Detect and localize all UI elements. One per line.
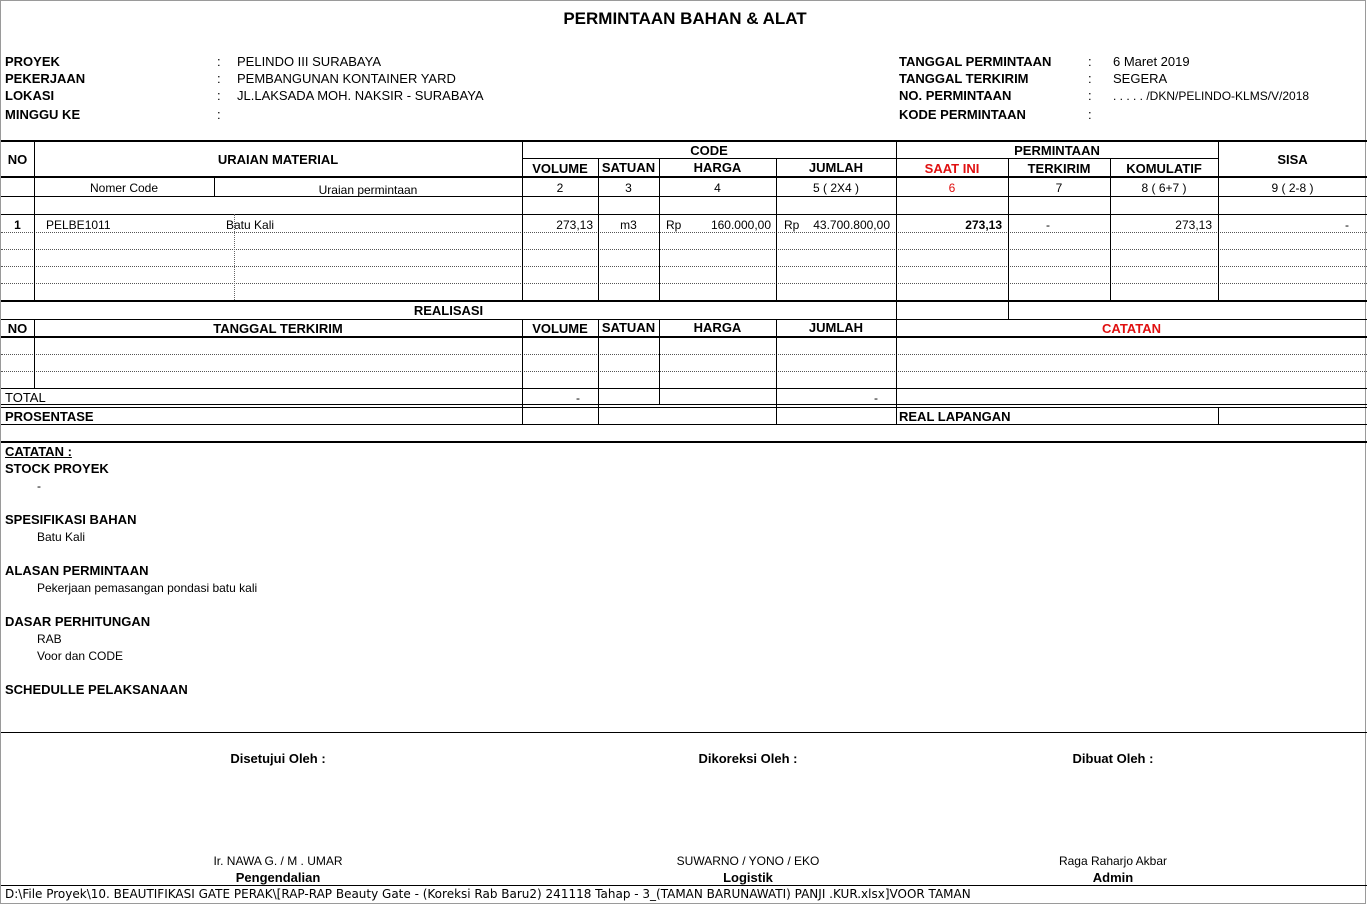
total-volume: - bbox=[576, 391, 580, 405]
info-colon: : bbox=[217, 54, 221, 69]
col-subheader-uraian-permintaan: Uraian permintaan bbox=[318, 183, 418, 197]
signature-role: Logistik bbox=[723, 870, 773, 885]
info-label: PROYEK bbox=[5, 54, 60, 69]
col-header-saat-ini: SAAT INI bbox=[924, 161, 980, 176]
row-jumlah-currency: Rp bbox=[784, 218, 800, 232]
row-no: 1 bbox=[14, 218, 21, 232]
col-index: 3 bbox=[625, 181, 632, 195]
signature-name: Raga Raharjo Akbar bbox=[1058, 854, 1168, 868]
real-lapangan-label: REAL LAPANGAN bbox=[899, 409, 1011, 424]
realisasi-col-tanggal: TANGGAL TERKIRIM bbox=[213, 321, 343, 336]
info-colon: : bbox=[1088, 88, 1092, 103]
col-header-code: CODE bbox=[690, 143, 728, 158]
col-header-harga: HARGA bbox=[693, 160, 742, 175]
info-colon: : bbox=[217, 71, 221, 86]
total-jumlah: - bbox=[874, 391, 878, 405]
realisasi-col-satuan: SATUAN bbox=[601, 320, 656, 335]
row-komulatif: 273,13 bbox=[1175, 218, 1212, 232]
alasan-value: Pekerjaan pemasangan pondasi batu kali bbox=[37, 581, 258, 595]
realisasi-col-volume: VOLUME bbox=[532, 321, 588, 336]
col-header-permintaan: PERMINTAAN bbox=[1014, 143, 1100, 158]
realisasi-col-harga: HARGA bbox=[693, 320, 742, 335]
stock-value: - bbox=[37, 479, 41, 493]
signature-name: SUWARNO / YONO / EKO bbox=[676, 854, 820, 868]
spesifikasi-value: Batu Kali bbox=[37, 530, 86, 544]
info-label: PEKERJAAN bbox=[5, 71, 86, 86]
alasan-label: ALASAN PERMINTAAN bbox=[5, 563, 149, 578]
col-header-volume: VOLUME bbox=[532, 161, 588, 176]
row-volume: 273,13 bbox=[556, 218, 593, 232]
row-terkirim: - bbox=[1046, 218, 1050, 232]
col-index: 4 bbox=[714, 181, 721, 195]
col-index: 9 ( 2-8 ) bbox=[1271, 181, 1314, 195]
notes-title: CATATAN : bbox=[5, 444, 72, 459]
prosentase-label: PROSENTASE bbox=[5, 409, 94, 424]
info-colon: : bbox=[1088, 107, 1092, 122]
info-colon: : bbox=[217, 107, 221, 122]
info-label: KODE PERMINTAAN bbox=[899, 107, 1026, 122]
realisasi-col-jumlah: JUMLAH bbox=[808, 320, 864, 335]
row-satuan: m3 bbox=[620, 218, 637, 232]
col-header-satuan: SATUAN bbox=[601, 160, 656, 175]
col-header-terkirim: TERKIRIM bbox=[1027, 161, 1091, 176]
info-label: NO. PERMINTAAN bbox=[899, 88, 1012, 103]
info-value: . . . . . /DKN/PELINDO-KLMS/V/2018 bbox=[1113, 89, 1310, 103]
dasar-label: DASAR PERHITUNGAN bbox=[5, 614, 151, 629]
info-label: LOKASI bbox=[5, 88, 55, 103]
document-title: PERMINTAAN BAHAN & ALAT bbox=[563, 9, 807, 28]
row-description: Batu Kali bbox=[226, 218, 275, 232]
schedule-label: SCHEDULLE PELAKSANAAN bbox=[5, 682, 188, 697]
col-index: 8 ( 6+7 ) bbox=[1141, 181, 1187, 195]
info-colon: : bbox=[217, 88, 221, 103]
info-label: TANGGAL PERMINTAAN bbox=[899, 54, 1052, 69]
info-value: PEMBANGUNAN KONTAINER YARD bbox=[237, 71, 456, 86]
dasar-value: RAB bbox=[37, 632, 62, 646]
info-label: MINGGU KE bbox=[5, 107, 81, 122]
total-label: TOTAL bbox=[5, 390, 46, 405]
col-index: 6 bbox=[948, 181, 956, 195]
col-header-no: NO bbox=[7, 152, 28, 167]
signature-role: Pengendalian bbox=[235, 870, 321, 885]
row-harga: 160.000,00 bbox=[710, 218, 771, 232]
col-index: 7 bbox=[1055, 181, 1063, 195]
stock-label: STOCK PROYEK bbox=[5, 461, 109, 476]
info-colon: : bbox=[1088, 54, 1092, 69]
info-value: JL.LAKSADA MOH. NAKSIR - SURABAYA bbox=[237, 88, 484, 103]
col-index: 2 bbox=[556, 181, 564, 195]
signature-heading: Disetujui Oleh : bbox=[230, 751, 326, 766]
row-sisa: - bbox=[1345, 218, 1349, 232]
realisasi-col-no: NO bbox=[7, 321, 28, 336]
col-header-uraian: URAIAN MATERIAL bbox=[217, 152, 339, 167]
col-header-komulatif: KOMULATIF bbox=[1126, 161, 1202, 176]
row-harga-currency: Rp bbox=[666, 218, 682, 232]
col-header-sisa: SISA bbox=[1277, 152, 1308, 167]
realisasi-title: REALISASI bbox=[413, 303, 484, 318]
info-value: 6 Maret 2019 bbox=[1113, 54, 1190, 69]
row-jumlah: 43.700.800,00 bbox=[813, 218, 890, 232]
signature-name: Ir. NAWA G. / M . UMAR bbox=[213, 854, 343, 868]
info-value: SEGERA bbox=[1113, 71, 1168, 86]
col-index: 5 ( 2X4 ) bbox=[812, 181, 860, 195]
signature-heading: Dikoreksi Oleh : bbox=[698, 751, 798, 766]
info-colon: : bbox=[1088, 71, 1092, 86]
realisasi-col-catatan: CATATAN bbox=[1102, 321, 1161, 336]
row-saat-ini: 273,13 bbox=[965, 218, 1002, 232]
dasar-value: Voor dan CODE bbox=[37, 649, 124, 663]
signature-heading: Dibuat Oleh : bbox=[1072, 751, 1154, 766]
spesifikasi-label: SPESIFIKASI BAHAN bbox=[5, 512, 137, 527]
row-code: PELBE1011 bbox=[46, 218, 111, 232]
file-path-footer: D:\File Proyek\10. BEAUTIFIKASI GATE PERAK\[RAP-RAP Beauty Gate - (Koreksi Rab Baru2) 241118 Tahap - 3_(TAMAN BARUNAWATI) PANJI .KUR.xlsx]VOOR TAMAN bbox=[5, 887, 971, 901]
col-header-jumlah: JUMLAH bbox=[808, 160, 864, 175]
signature-role: Admin bbox=[1092, 870, 1134, 885]
info-label: TANGGAL TERKIRIM bbox=[899, 71, 1029, 86]
col-subheader-nomer-code: Nomer Code bbox=[89, 181, 159, 195]
info-value: PELINDO III SURABAYA bbox=[237, 54, 382, 69]
